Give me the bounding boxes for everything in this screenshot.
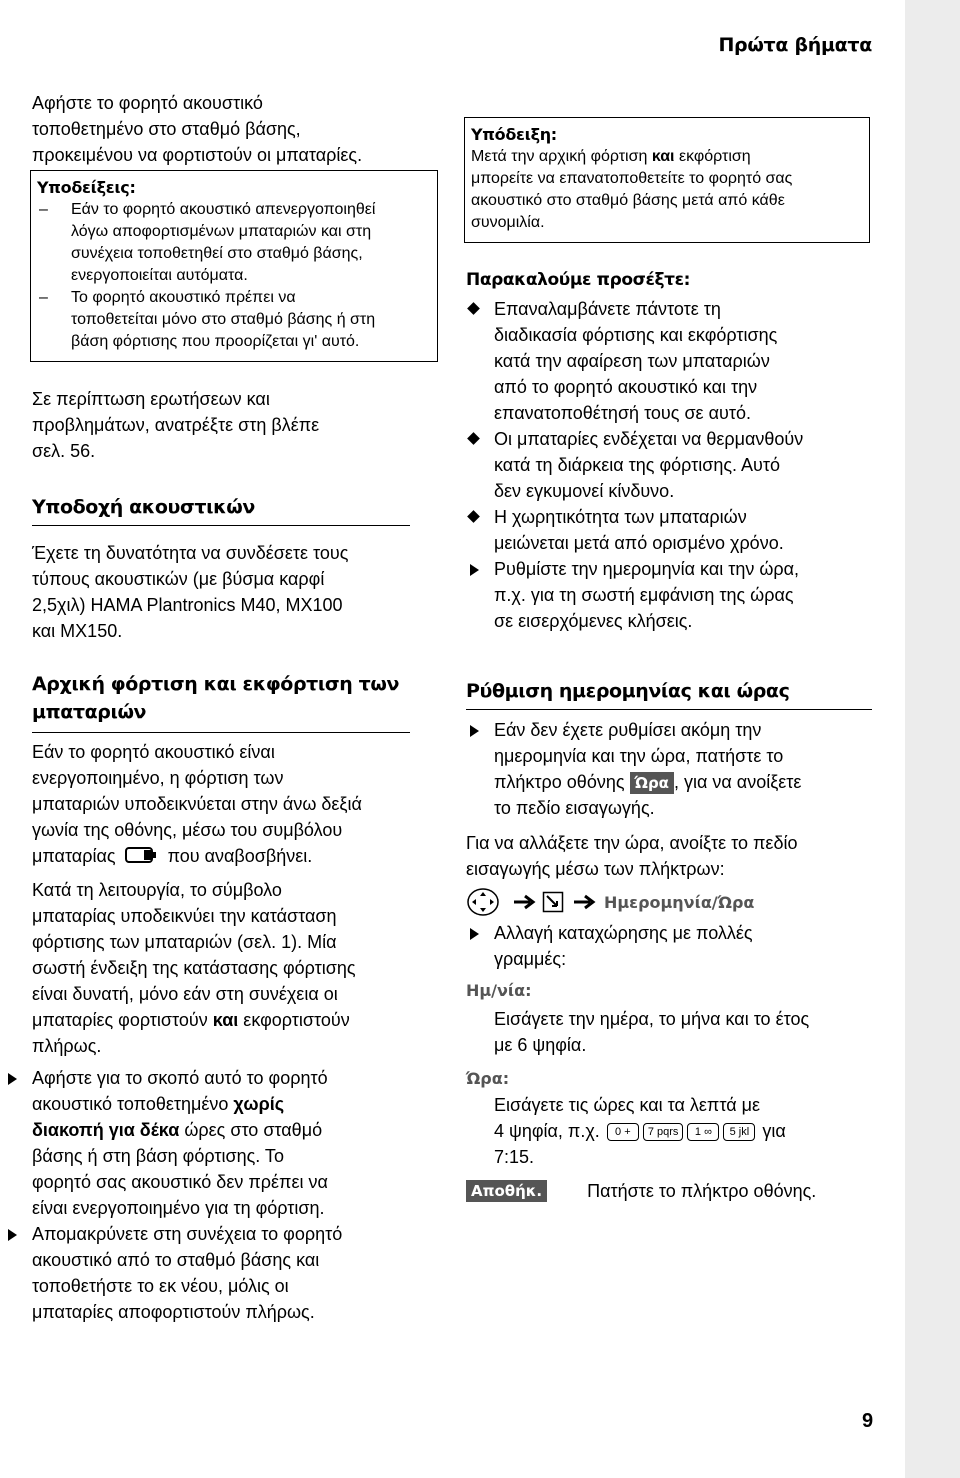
battery-steps bbox=[4, 1065, 412, 1325]
questions-text: Σε περίπτωση ερωτήσεων και προβλημάτων, ανατρέξτε στη βλέπε σελ. 56. bbox=[32, 389, 320, 461]
header-title: Πρώτα βήματα bbox=[718, 34, 872, 56]
bullet-item: Η χωρητικότητα των μπαταριών μειώνεται μετά από ορισμένο χρόνο. bbox=[466, 504, 874, 556]
field-time-text: Εισάγετε τις ώρες και τα λεπτά με 4 ψηφία, π.χ. 0 + 7 pqrs 1 ∞ 5 jkl για 7:15. bbox=[494, 1095, 786, 1167]
tip-item: – Εάν το φορητό ακουστικό απενεργοποιηθεί λόγω αποφορτισμένων μπαταριών και στη συνέχεια τοποθετηθεί στο σταθμό βάσης, ενεργοποιείται αυτόματα. bbox=[37, 199, 429, 287]
hint-box: Υπόδειξη: Μετά την αρχική φόρτιση και εκφόρτιση μπορείτε να επανατοποθετείτε το φορητό σας ακουστικό στο σταθμό βάσης μετά από κάθε συνομιλία. bbox=[464, 117, 870, 243]
battery-para1: Εάν το φορητό ακουστικό είναι ενεργοποιημένο, η φόρτιση των μπαταριών υποδεικνύεται στην άνω δεξιά γωνία της οθόνης, μέσω του συμβόλου μπαταρίας που αναβοσβήνει. bbox=[32, 742, 362, 866]
menu-date-time[interactable]: Ημερομηνία/Ώρα bbox=[604, 892, 755, 912]
arrow-right-icon bbox=[510, 892, 538, 912]
step-item: Ρυθμίστε την ημερομηνία και την ώρα, π.χ. για τη σωστή εμφάνιση της ώρας σε εισερχόμενες κλήσεις. bbox=[466, 556, 874, 634]
key-5[interactable]: 5 jkl bbox=[723, 1123, 755, 1141]
attention-title: Παρακαλούμε προσέξτε: bbox=[466, 270, 691, 290]
field-label-time: Ώρα: bbox=[466, 1069, 510, 1088]
save-row bbox=[466, 1178, 874, 1204]
step-item: Απομακρύνετε στη συνέχεια το φορητό ακουστικό από το σταθμό βάσης και τοποθετήστε το εκ νέου, μόλις οι μπαταρίες αποφορτιστούν πλήρως. bbox=[4, 1221, 412, 1325]
date-steps bbox=[466, 717, 874, 821]
tip-item: – Το φορητό ακουστικό πρέπει να τοποθετείται μόνο στο σταθμό βάσης ή στη βάση φόρτισης που προορίζεται γι' αυτό. bbox=[37, 287, 429, 353]
step-item: Αλλαγή καταχώρησης με πολλές γραμμές: bbox=[466, 920, 874, 972]
key-1[interactable]: 1 ∞ bbox=[687, 1123, 719, 1141]
settings-menu-icon[interactable] bbox=[542, 891, 564, 913]
multiline-step bbox=[466, 920, 874, 972]
softkey-save[interactable]: Αποθήκ. bbox=[466, 1180, 547, 1202]
hint-title: Υπόδειξη: bbox=[471, 125, 557, 144]
save-text: Πατήστε το πλήκτρο οθόνης. bbox=[587, 1181, 817, 1201]
heading-battery: Αρχική φόρτιση και εκφόρτιση των μπαταριών bbox=[32, 670, 410, 733]
key-0[interactable]: 0 + bbox=[607, 1123, 639, 1141]
bullet-item: Οι μπαταρίες ενδέχεται να θερμανθούν κατά τη διάρκεια της φόρτισης. Αυτό δεν εγκυμονεί κίνδυνο. bbox=[466, 426, 874, 504]
bullet-item: Επαναλαμβάνετε πάντοτε τη διαδικασία φόρτισης και εκφόρτισης κατά την αφαίρεση των μπαταριών από το φορητό ακουστικό και την επανατοποθέτησή τους σε αυτό. bbox=[466, 296, 874, 426]
step-item: Αφήστε για το σκοπό αυτό το φορητό ακουστικό τοποθετημένο χωρίς διακοπή για δέκα ώρες στο σταθμό βάσης ή στη βάση φόρτισης. Το φορητό σας ακουστικό δεν πρέπει να είναι ενεργοποιημένο για τη φόρτιση. bbox=[4, 1065, 412, 1221]
step-item: Εάν δεν έχετε ρυθμίσει ακόμη την ημερομηνία και την ώρα, πατήστε το πλήκτρο οθόνης Ώρα , για να ανοίξετε το πεδίο εισαγωγής. bbox=[466, 717, 874, 821]
page-number: 9 bbox=[862, 1410, 874, 1432]
headsets-text: Έχετε τη δυνατότητα να συνδέσετε τους τύπους ακουστικών (με βύσμα καρφί 2,5χιλ) HAMA Plantronics M40, MX100 και MX150. bbox=[32, 543, 349, 641]
field-date-text: Εισάγετε την ημέρα, το μήνα και το έτος με 6 ψηφία. bbox=[494, 1009, 810, 1055]
softkey-time[interactable]: Ώρα bbox=[630, 772, 674, 794]
menu-path-row bbox=[466, 886, 874, 918]
change-time-text: Για να αλλάξετε την ώρα, ανοίξτε το πεδίο εισαγωγής μέσω των πλήκτρων: bbox=[466, 833, 798, 879]
tips-title: Υποδείξεις: bbox=[37, 178, 136, 197]
side-tab-strip bbox=[905, 0, 960, 1478]
field-label-date: Ημ/νία: bbox=[466, 981, 532, 1000]
arrow-right-icon bbox=[570, 892, 598, 912]
tips-box bbox=[30, 170, 438, 362]
battery-icon bbox=[125, 846, 159, 864]
intro-text: Αφήστε το φορητό ακουστικό τοποθετημένο στο σταθμό βάσης, προκειμένου να φορτιστούν οι μπαταρίες. bbox=[32, 93, 363, 165]
tips-list bbox=[37, 199, 429, 353]
attention-list bbox=[466, 296, 874, 634]
heading-headsets: Υποδοχή ακουστικών bbox=[32, 493, 410, 526]
heading-date-time: Ρύθμιση ημερομηνίας και ώρας bbox=[466, 677, 872, 710]
battery-para2: Κατά τη λειτουργία, το σύμβολο μπαταρίας υποδεικνύει την κατάσταση φόρτισης των μπαταριών (σελ. 1). Μία σωστή ένδειξη της κατάστασης φόρτισης είναι δυνατή, μόνο εάν στη συνέχεια οι μπαταρίες φορτιστούν και εκφορτιστούν πλήρως. bbox=[32, 880, 356, 1056]
key-7[interactable]: 7 pqrs bbox=[643, 1123, 684, 1141]
nav-key-icon[interactable] bbox=[466, 887, 500, 917]
